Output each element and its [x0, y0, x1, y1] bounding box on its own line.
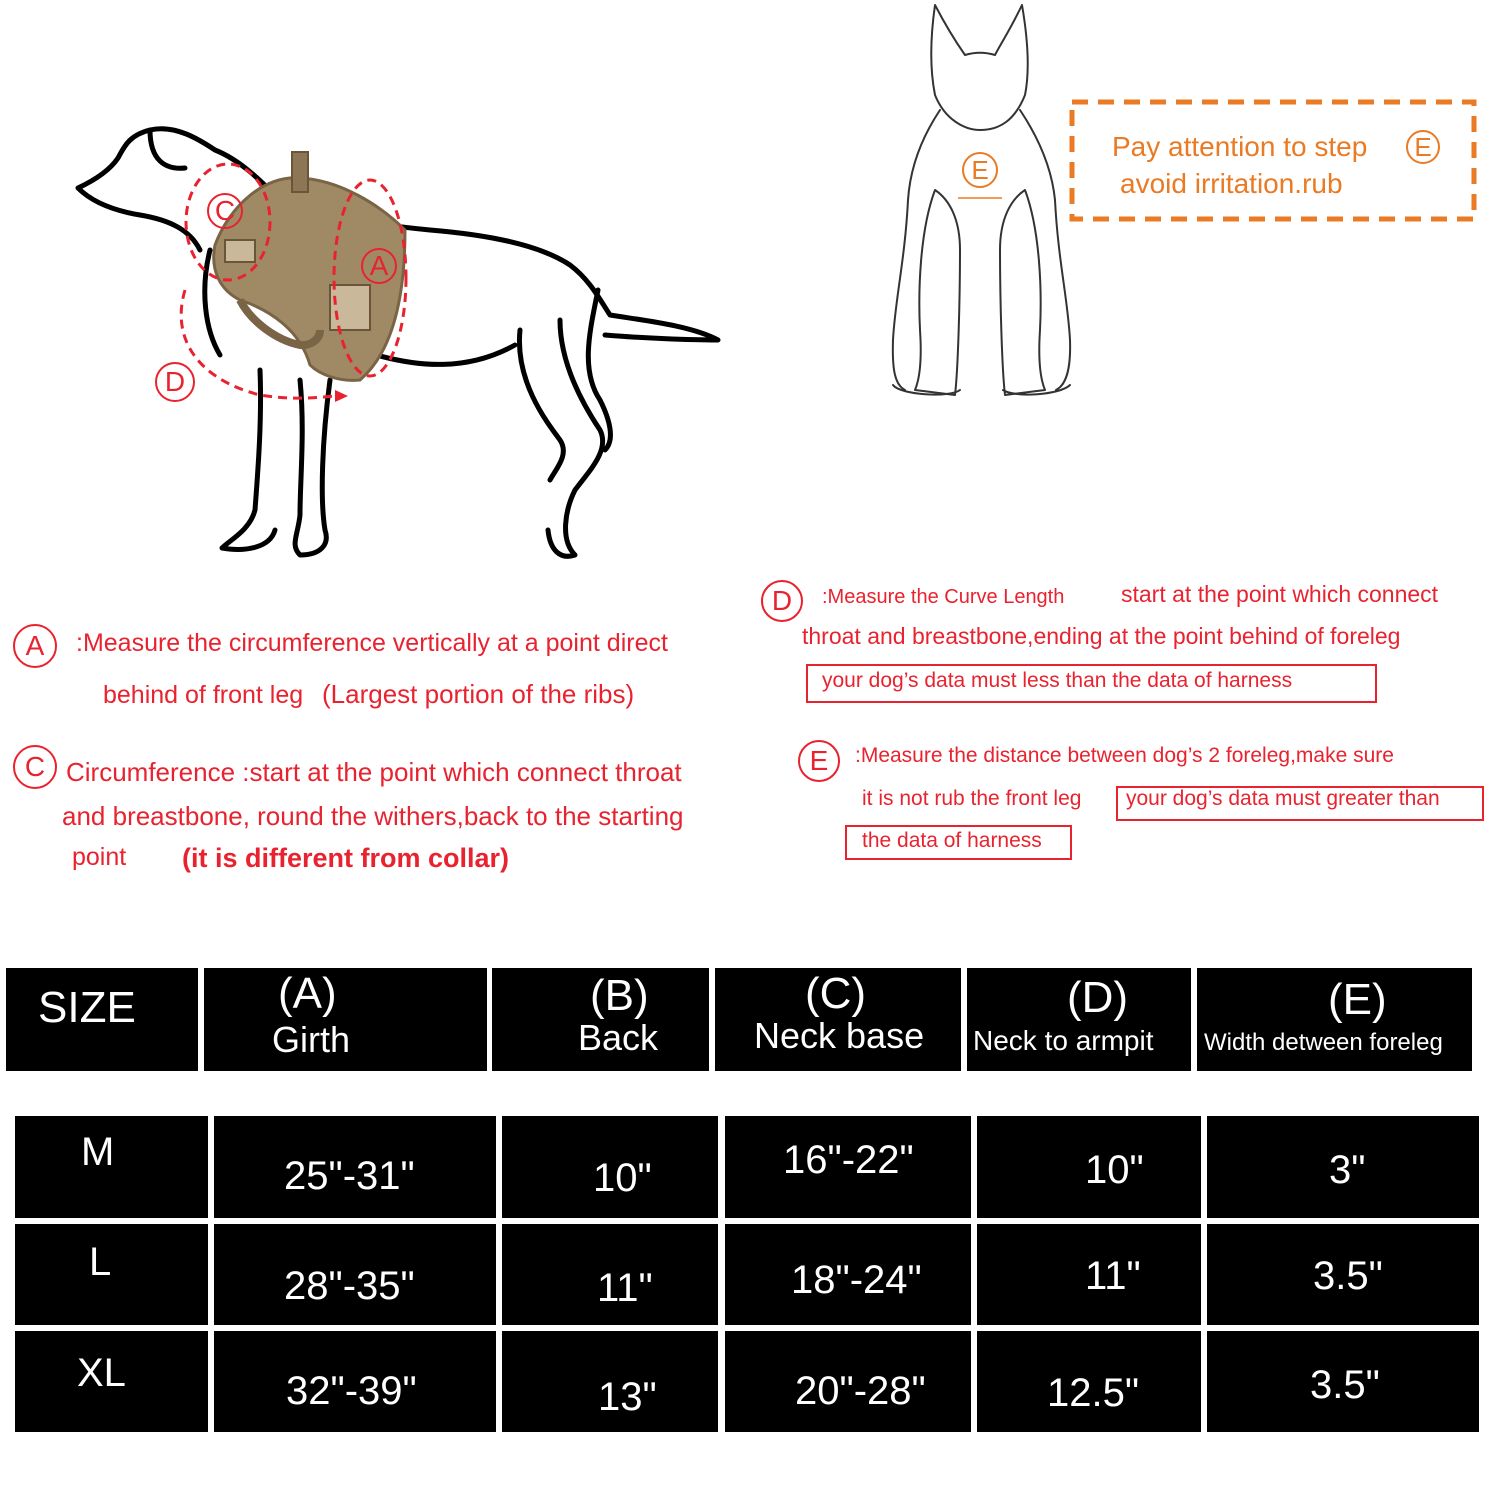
table-row-l-width: [1207, 1224, 1479, 1325]
header-width-between-foreleg: [1197, 968, 1472, 1071]
table-row-l-back: [502, 1224, 718, 1325]
table-row-l-neck-base: [725, 1224, 971, 1325]
size-label: XL: [77, 1351, 126, 1395]
table-row-m-width: [1207, 1116, 1479, 1218]
cell-value: 3": [1329, 1148, 1366, 1192]
cell-value: 11": [597, 1266, 653, 1310]
note-e-marker: [798, 740, 840, 782]
header-width-code: (E): [1328, 975, 1387, 1024]
size-label: M: [81, 1130, 115, 1174]
callout-line-2: avoid irritation.rub: [1120, 168, 1343, 199]
header-girth: [204, 968, 487, 1071]
note-a-marker-text: A: [25, 630, 45, 661]
note-c-line-2: and breastbone, round the withers,back to the starting: [62, 801, 684, 831]
cell-value: 18"-24": [791, 1258, 922, 1302]
note-a-line-2b: (Largest portion of the ribs): [322, 679, 635, 709]
header-neck-to-armpit-code: (D): [1067, 973, 1129, 1022]
table-row-m-neck-base: [725, 1116, 971, 1218]
header-neck-base: [715, 968, 961, 1071]
label-a-text: A: [369, 250, 389, 281]
cell-value: 10": [593, 1156, 652, 1200]
cell-value: 3.5": [1313, 1254, 1383, 1298]
table-row-m-size: [15, 1116, 208, 1218]
header-size: [6, 968, 198, 1071]
table-row-xl-girth: [214, 1331, 496, 1432]
header-back-code: (B): [590, 971, 649, 1020]
note-d-line-2: throat and breastbone,ending at the point behind of foreleg: [802, 623, 1401, 649]
header-girth-label: Girth: [272, 1019, 351, 1060]
table-row-xl-back: [502, 1331, 718, 1432]
cell-value: 10": [1085, 1148, 1144, 1192]
table-row-l-neck-to-armpit: [977, 1224, 1201, 1325]
table-row-xl-neck-to-armpit: [977, 1331, 1201, 1432]
cell-value: 28"-35": [284, 1264, 415, 1308]
cell-value: 20"-28": [795, 1369, 926, 1413]
header-neck-to-armpit: [967, 968, 1191, 1071]
note-e-line-2: it is not rub the front leg: [862, 787, 1082, 810]
cell-value: 11": [1085, 1254, 1141, 1298]
table-row-l-size: [15, 1224, 208, 1325]
header-size-label: SIZE: [38, 983, 136, 1032]
note-d-line-1b: start at the point which connect: [1121, 581, 1439, 607]
note-a-line-1: :Measure the circumference vertically at a point direct: [76, 629, 668, 657]
cell-value: 16"-22": [783, 1138, 914, 1182]
table-row-m-back: [502, 1116, 718, 1218]
note-e-line-1: :Measure the distance between dog’s 2 foreleg,make sure: [855, 744, 1394, 767]
table-row-xl-size: [15, 1331, 208, 1432]
note-a-marker: [13, 624, 57, 668]
header-neck-base-code: (C): [805, 969, 867, 1018]
note-e-boxed-1-text: your dog’s data must greater than: [1126, 787, 1440, 810]
cell-value: 25"-31": [284, 1154, 415, 1198]
callout-step-text: E: [1414, 131, 1432, 162]
callout-step-marker: [1406, 130, 1440, 164]
label-d-text: D: [164, 366, 186, 397]
header-back: [492, 968, 709, 1071]
table-row-m-girth: [214, 1116, 496, 1218]
table-row-xl-width: [1207, 1331, 1479, 1432]
header-neck-to-armpit-label: Neck to armpit: [973, 1025, 1154, 1056]
header-width-label: Width detween foreleg: [1204, 1029, 1443, 1056]
note-a-line-2a: behind of front leg: [103, 681, 304, 709]
header-neck-base-label: Neck base: [754, 1015, 925, 1056]
note-c-marker-text: C: [24, 751, 46, 782]
table-row-l-girth: [214, 1224, 496, 1325]
note-c-line-3a: point: [72, 843, 127, 871]
label-c-text: C: [214, 195, 236, 226]
note-c-marker: [13, 745, 57, 789]
label-e-marker: [962, 152, 998, 188]
note-c-line-1: Circumference :start at the point which connect throat: [66, 757, 682, 787]
note-d-marker-text: D: [771, 585, 793, 616]
callout-line-1: Pay attention to step: [1112, 131, 1368, 162]
cell-value: 13": [598, 1375, 657, 1419]
note-d-line-1a: :Measure the Curve Length: [822, 586, 1065, 608]
note-c-line-3b: (it is different from collar): [182, 843, 510, 873]
cell-value: 12.5": [1047, 1371, 1140, 1415]
header-back-label: Back: [578, 1017, 659, 1058]
note-e-marker-text: E: [809, 745, 829, 776]
label-e-text: E: [971, 154, 989, 185]
cell-value: 3.5": [1310, 1363, 1380, 1407]
note-e-boxed-2-text: the data of harness: [862, 829, 1042, 852]
size-label: L: [89, 1240, 112, 1284]
note-d-boxed-text: your dog’s data must less than the data of harness: [822, 669, 1293, 692]
cell-value: 32"-39": [286, 1369, 417, 1413]
table-row-m-neck-to-armpit: [977, 1116, 1201, 1218]
header-girth-code: (A): [278, 969, 337, 1018]
table-row-xl-neck-base: [725, 1331, 971, 1432]
note-d-marker: [761, 580, 803, 622]
